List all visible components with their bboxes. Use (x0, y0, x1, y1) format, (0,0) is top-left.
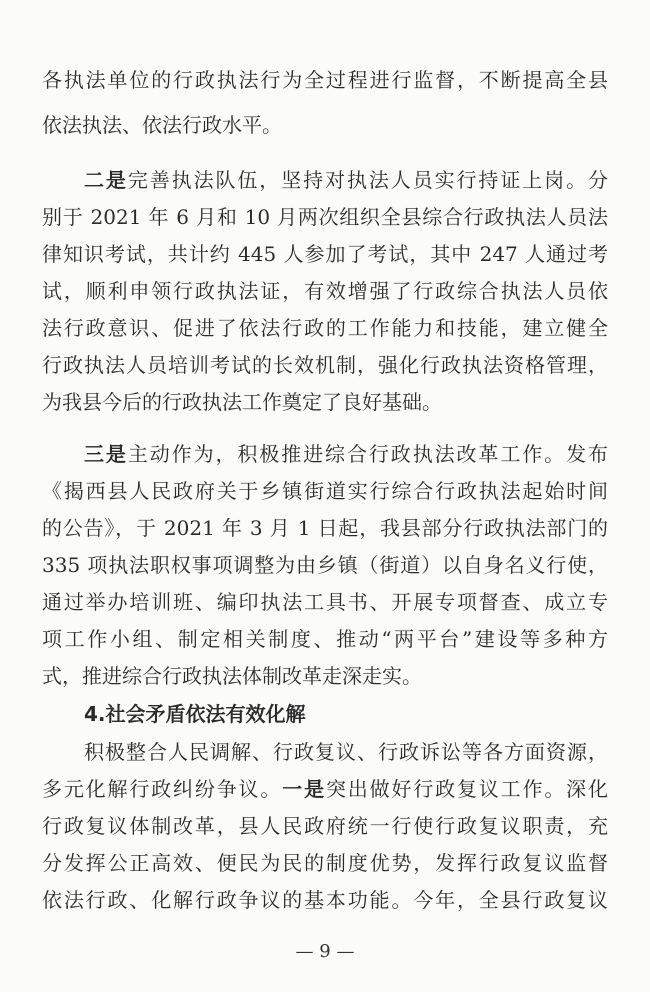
section-heading: 4.社会矛盾依法有效化解 (84, 702, 306, 726)
text-line: 通过举办培训班、编印执法工具书、开展专项督查、成立专 (42, 590, 608, 614)
text-line: 《揭西县人民政府关于乡镇街道实行综合行政执法起始时间 (42, 479, 608, 503)
text-line: 的公告》，于 2021 年 3 月 1 日起，我县部分行政执法部门的 (42, 516, 608, 540)
text-line: 别于 2021 年 6 月和 10 月两次组织全县综合行政执法人员法 (42, 205, 608, 229)
text-line: 式，推进综合行政执法体制改革走深走实。 (42, 664, 422, 688)
text-line: 法行政意识、促进了依法行政的工作能力和技能，建立健全 (42, 316, 608, 340)
text-line: 依法执法、依法行政水平。 (42, 113, 282, 137)
text-line: 行政执法人员培训考试的长效机制，强化行政执法资格管理， (42, 353, 608, 377)
text-line: 项工作小组、制定相关制度、推动“两平台”建设等多种方 (42, 627, 608, 651)
text-line: 三是主动作为，积极推进综合行政执法改革工作。发布 (84, 442, 609, 466)
page-number: — 9 — (295, 941, 355, 962)
emphasis: 三是 (84, 442, 128, 466)
text-line: 律知识考试，共计约 445 人参加了考试，其中 247 人通过考 (42, 242, 608, 266)
text-line: 试，顺利申领行政执法证，有效增强了行政综合执法人员依 (42, 279, 608, 303)
text-line: 335 项执法职权事项调整为由乡镇（街道）以自身名义行使， (42, 553, 608, 577)
emphasis: 二是 (84, 168, 128, 192)
text-line: 二是完善执法队伍，坚持对执法人员实行持证上岗。分 (84, 168, 609, 192)
text-line: 分发挥公正高效、便民为民的制度优势，发挥行政复议监督 (42, 851, 608, 875)
text-line: 为我县今后的行政执法工作奠定了良好基础。 (42, 390, 442, 414)
text-line: 积极整合人民调解、行政复议、行政诉讼等各方面资源， (84, 740, 608, 764)
text-line: 依法行政、化解行政争议的基本功能。今年，全县行政复议 (42, 888, 608, 912)
text-line: 各执法单位的行政执法行为全过程进行监督，不断提高全县 (42, 68, 608, 92)
emphasis: 一是 (282, 777, 326, 801)
text-line: 多元化解行政纠纷争议。一是突出做好行政复议工作。深化 (42, 777, 609, 801)
text-line: 行政复议体制改革，县人民政府统一行使行政复议职责，充 (42, 814, 608, 838)
